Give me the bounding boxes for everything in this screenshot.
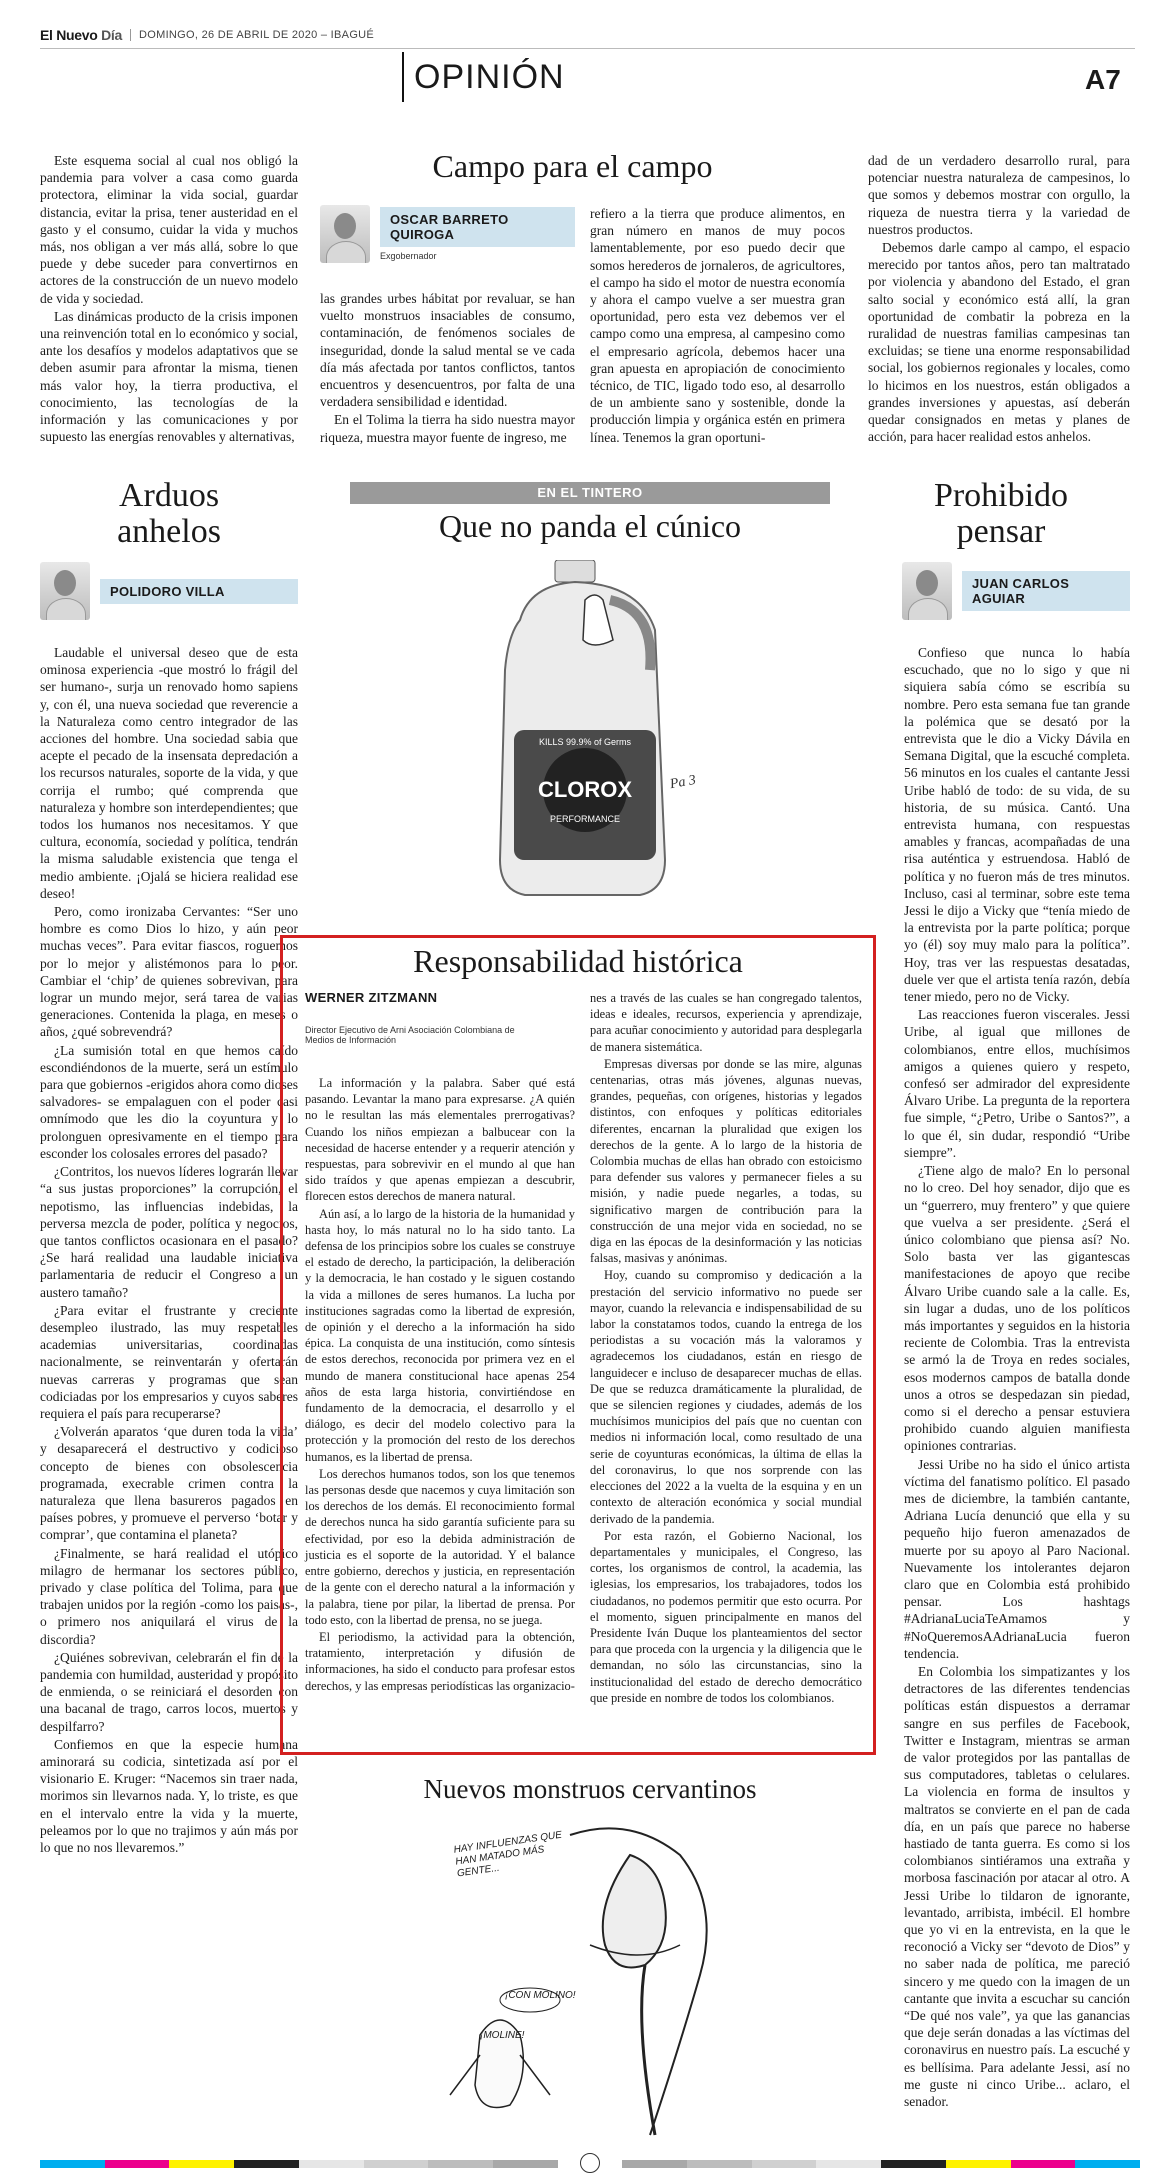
responsabilidad-column-2	[590, 990, 862, 1707]
masthead-rule	[40, 48, 1135, 49]
paragraph: Las reacciones fueron viscerales. Jessi Uribe, al igual que millones de colombianos, entre ellos, muchísimos amigos a quienes quiero y respeto, confesó ser admirador del expresidente Álvaro Uribe. La pregunta de la reportera fue simple, “¿Petro, Uribe o Santos?”, a lo que él, sin dudar, respondió “Uribe siempre”.	[904, 1007, 1130, 1160]
author-role: Exgobernador	[380, 251, 437, 261]
bottle-brand: CLOROX	[537, 777, 633, 802]
speech-bubble: HAY INFLUENZAS QUE HAN MATADO MÁS GENTE...	[453, 1829, 563, 1880]
prohibido-byline	[902, 562, 1130, 620]
paragraph: ¿Tiene algo de malo? En lo personal no lo creo. Del hoy senador, dijo que es un “guerrero, muy frentero” y que quiere que vuelva a ser presidente. ¿Será el único colombiano que piensa así? No. Solo basta ver las gigantescas manifestaciones de apoyo que recibe Álvaro Uribe cuando sale a la calle. Es, sin lugar a dudas, uno de los políticos más importantes y seguidos en la historia reciente de Colombia. Tras la entrevista se armó la de Troya en redes sociales, esos modernos campos de batalla donde unos a otros se despedazan sin piedad, como si el derecho a pensar estuviera prohibido cuando alguien manifiesta opiniones contrarias.	[904, 1163, 1130, 1454]
prohibido-column	[904, 644, 1130, 2111]
paragraph: Este esquema social al cual nos obligó la pandemia para volver a casa como guarda protectora, eliminar la vida social, guardar distancia, evitar la prisa, tener austeridad en el gasto y el consumo, cuidar la vida y muchos más, nos obligan a ver más allá, sobre lo que puede y debe suceder para convertirnos en actores de la construcción de un nuevo modelo de vida y sociedad.	[40, 153, 298, 306]
masthead	[40, 22, 374, 48]
bottle-sub: PERFORMANCE	[549, 814, 621, 824]
headline-line: anhelos	[117, 512, 221, 550]
registration-mark-icon	[580, 2153, 600, 2173]
tintero-headline: Que no panda el cúnico	[438, 508, 742, 544]
campo-column-1	[320, 290, 575, 447]
paragraph: Debemos darle campo al campo, el espacio merecido por tantos años, pero tan maltratado por violencia y abandono del Estado, el gran salto social y económico está allí, la gran oportunidad de combatir la pobreza en la ruralidad de nuestras familias campesinas tan excluidas; se tiene una enorme responsabilidad social, los gobiernos regionales y locales, como lo hicimos en los nuestros, están obligados a grandes inversiones y apuestas, así deberán quedar consignados en metas y planes de acción, para hacer realidad estos anhelos.	[868, 240, 1130, 445]
paragraph: Los derechos humanos todos, son los que tenemos las personas desde que nacemos y cuya limitación son los derechos de los demás. El reconocimiento formal de derechos nunca ha sido garantía suficiente para su efectividad, por eso la debida administración de justicia es el soporte de la autoridad. Y el balance entre gobierno, derechos y justicia, en representación de la gente con el derecho natural a la información y la palabra, tiene por pilar, la libertad de prensa. Por todo esto, con la libertad de prensa, no se juega.	[305, 1466, 575, 1627]
clorox-cartoon	[490, 560, 710, 910]
author-name: POLIDORO VILLA	[100, 579, 298, 604]
paragraph: Por esta razón, el Gobierno Nacional, los departamentales y municipales, el Congreso, las cortes, los organismos de control, la academia, las iglesias, los empresarios, los trabajadores, todos los ciudadanos, no podemos permitir que esto ocurra. Por el momento, siguen principalmente en manos del Presidente Iván Duque los planteamientos del sector para que proceda con la urgencia y la diligencia que le demandan, no sólo las circunstancias, sino la institucionalidad del estado de derecho democrático que preside en nombre de todos los colombianos.	[590, 1528, 862, 1705]
speech-bubble: ¡CON MOLINO!	[505, 1990, 576, 2001]
paragraph: En Colombia los simpatizantes y los detractores de las diferentes tendencias políticas están dispuestos a derramar sangre en sus perfiles de Facebook, Twitter e Instagram, mientras se arman de valor protegidos por las pantallas de sus computadores, tabletas o celulares. La violencia en forma de insultos y maltratos se convierte en el pan de cada día, en un país que parece no haberse hastiado de tanta guerra. Es como si los colombianos sintiéramos una extraña y morbosa fascinación por atacar al otro. A Jessi Uribe lo tildaron de ignorante, levantado, arribista, imbécil. El hombre que yo vi en la entrevista, en la que le reconoció a Vicky ser “devoto de Dios” y no saber nada de política, me pareció sincero y me quedo con la imagen de un cantante que invita a escuchar su canción “De qué nos vale”, ya que las ganancias que deje serán donadas a las víctimas del coronavirus en nuestro país. La escuché y es bellísima. Para adelante Jessi, así no me guste ni cinco Uribe... aclaro, el senador.	[904, 1663, 1130, 2110]
paragraph: La información y la palabra. Saber qué está pasando. Levantar la mano para expresarse. ¿A quién no le resultan las más elementales prerrogativas? Cuando los niños empiezan a balbucear con la necesidad de hacerse entender y a requerir atención y respuestas, para sobrevivir en el mundo al que han sido traídos y que apenas empiezan a descubrir, florecen estos derechos de manera natural.	[305, 1076, 575, 1204]
cervantes-cartoon	[420, 1815, 760, 2145]
campo-byline	[320, 205, 575, 263]
responsabilidad-column-1	[305, 1075, 575, 1695]
responsabilidad-byline	[305, 990, 575, 1045]
paragraph: ¿Quiénes sobrevivan, celebrarán el fin de la pandemia con humildad, austeridad y propósito de enmienda, o se reiniciará el desorden con una bacanal de trago, carros locos, muertos y despilfarro?	[40, 1649, 298, 1734]
paragraph: ¿Volverán aparatos ‘que duren toda la vida’ y desaparecerá el destructivo y codicioso concepto de bienes con obsolescencia programada, execrable crimen contra la naturaleza que llena basureros pagados en países pobres, y promueve el perverso ‘botar y comprar’, que contamina el planeta?	[40, 1424, 298, 1543]
campo-headline: Campo para el campo	[432, 148, 713, 184]
headline-line: pensar	[956, 512, 1046, 550]
speech-bubble: ¡MOLINE!	[480, 2030, 525, 2041]
author-photo	[40, 562, 90, 620]
author-name: OSCAR BARRETO QUIROGA	[380, 207, 575, 247]
paragraph: Pero, como ironizaba Cervantes: “Ser uno hombre es como Dios lo hizo, y aún peor muchas veces”. Para evitar fiascos, roguemos por lo mejor y alistémonos para lo peor. Cambiar el ‘chip’ de quienes sobrevivan, para lograr un mundo mejor, será tarea de varias generaciones. Contenida la plaga, en meses o años, ¿qué sobrevendrá?	[40, 904, 298, 1040]
cartoonist-signature: Pa 3	[668, 772, 698, 793]
paragraph: Confieso que nunca lo había escuchado, que no lo sigo y que ni siquiera sabía cómo se escribía su nombre. Pero esta semana fue tan grande la polémica que se desató por la entrevista que le dio a Vicky Dávila en Semana Digital, que la escuché completa. 56 minutos en los cuales el cantante Jessi Uribe habló de todo: de su vida, de su historia, de su música. Cantó. Una entrevista humana, con respuestas amables y francas, acompañadas de una risa auténtica y estruendosa. Habló de política y no fueron más de tres minutos. Incluso, casi al terminar, sobre este tema Jessi le dijo a Vicky que “tenía miedo de la entrevista por la parte política; porque yo (él) soy muy malo para la política”. Hoy, tras ver las respuestas desatadas, duele ver que el artista tenía razón, debía tener miedo, pero no de Vicky.	[904, 645, 1130, 1005]
newspaper-logo: El Nuevo Día	[40, 27, 122, 43]
paragraph: ¿Finalmente, se hará realidad el utópico milagro de hermanar los sectores público, privado y clase política del Tolima, para que trabajen unidos por la región -como los paisas-, o primero nos aniquilará el virus de la discordia?	[40, 1545, 298, 1647]
paragraph: Las dinámicas producto de la crisis imponen una reinvención total en lo económico y social, ante los desafíos y modelos adaptativos que se deben asumir para afrontar la misma, tienen más valor hoy, la tierra productiva, el conocimiento, las tecnologías de la información y las comunicaciones y por supuesto las energías renovables y alternativas,	[40, 308, 298, 445]
arduos-headline	[40, 478, 298, 549]
headline-line: Arduos	[118, 477, 220, 514]
headline-line: Prohibido	[933, 477, 1069, 514]
campo-column-2	[590, 205, 845, 447]
cartoon-headline: Nuevos monstruos cervantinos	[423, 1774, 757, 1804]
paragraph: Aún así, a lo largo de la historia de la humanidad y hasta hoy, lo más natural no lo ha sido tanto. La defensa de los principios sobre los cuales se construye el estado de derecho, la participación, la deliberación y la democracia, le han costado y le siguen costando la vida a millones de seres humanos. La lucha por instituciones sagradas como la libertad de expresión, de opinión y el derecho a la información ha sido épica. La conquista de una institución, como síntesis de estos derechos, reconocida por primera vez en el mundo de manera constitucional hace apenas 254 años de esta larga historia, convirtiéndose en fundamento de la democracia, el desarrollo y el diálogo, es decir del modelo colectivo para la protección y la promoción del resto de los derechos humanos, es la libertad de prensa.	[305, 1206, 575, 1464]
author-role: Director Ejecutivo de Arni Asociación Colombiana de Medios de Información	[305, 1025, 515, 1045]
author-name: JUAN CARLOS AGUIAR	[962, 571, 1130, 611]
paragraph: En el Tolima la tierra ha sido nuestra mayor riqueza, muestra mayor fuente de ingreso, me	[320, 412, 575, 445]
top-left-column	[40, 152, 298, 446]
bleach-bottle-icon	[490, 560, 710, 910]
paragraph: Hoy, cuando su compromiso y dedicación a la prestación del servicio informativo no puede ser mayor, cuando la relevancia e indispensabilidad de su labor la constatamos todos, cuando la entrega de los periodistas a su vocación más la valoramos y agradecemos los ciudadanos, están en riesgo de languidecer e incluso de desaparecer muchas de ellas. De que se reduzca dramáticamente la pluralidad, de que se silencien regiones y ciudades, además de los muchísimos municipios del país que no cuentan con medios ni información local, como resultado de una serie de coyunturas económicas, la última de ellas la del coronavirus, lo que nos sorprende con las elecciones del 2022 a la vuelta de la esquina y en un contexto de alteración económica y social mundial derivado de la pandemia.	[590, 1268, 862, 1526]
author-name: WERNER ZITZMANN	[305, 990, 438, 1005]
prohibido-headline	[872, 478, 1130, 549]
author-photo	[902, 562, 952, 620]
paragraph: Confiemos en que la especie humana aminorará su codicia, sintetizada así por el visionario E. Kruger: “Nacemos sin traer nada, morimos sin llevarnos nada. Y, lo triste, es que en el intervalo entre la vida y la muerte, peleamos por lo que no trajimos y aún más por lo que no nos llevaremos.”	[40, 1736, 298, 1856]
paragraph: nes a través de las cuales se han congregado talentos, ideas e ideales, recursos, experiencia y aprendizaje, para acuñar conocimiento y autoridad para desplegarla de manera sistemática.	[590, 991, 862, 1054]
campo-column-3	[868, 152, 1130, 446]
paragraph: El periodismo, la actividad para la obtención, tratamiento, interpretación y difusión de informaciones, ha sido el conducto para profesar estos derechos, y las empresas periodísticas las organizacio-	[305, 1629, 575, 1693]
page-number: A7	[1085, 64, 1121, 95]
paragraph: dad de un verdadero desarrollo rural, para potenciar nuestra naturaleza de campesinos, lo que somos y debemos mostrar con orgullo, la riqueza de nuestra tierra y la variedad de nuestros productos.	[868, 153, 1130, 237]
section-title: OPINIÓN	[402, 52, 565, 102]
paragraph: Empresas diversas por donde se las mire, algunas centenarias, otras más jóvenes, algunas nuevas, grandes, pequeñas, con orígenes, historias y legados distintos, con enfoques y políticas editoriales diferentes, encarnan la pluralidad que exigen los derechos de la gente. A lo largo de la historia de Colombia muchas de ellas han obrado con estoicismo para defender sus valores y permanecer fieles a su misión, y nadie puede negarles, a todas, su significativo margen de contribución para la construcción de una mejor vida en sociedad, no se diga en las épocas de la desinformación y las noticias falsas, masivas y anónimas.	[590, 1056, 862, 1266]
paragraph: Jessi Uribe no ha sido el único artista víctima del fanatismo político. El pasado mes de diciembre, la también cantante, Adriana Lucía denunció que ella y su pequeño hijo fueron amenazados de muerte por su apoyo al Paro Nacional. Nuevamente los intolerantes dejaron claro que en Colombia está prohibido pensar. Los hashtags #AdrianaLuciaTeAmamos y #NoQueremosAAdrianaLucia fueron tendencia.	[904, 1456, 1130, 1661]
paragraph: refiero a la tierra que produce alimentos, en gran número en manos de muy pocos lamentablemente, por eso puedo decir que somos herederos de jornaleros, de agricultores, el campo ha sido el motor de nuestra economía y ahora el campo vuelve a ser muestra gran oportunidad, pero esta vez debemos ver el campo como una empresa, al campesino como el empresario agrícola, debemos hacer una gran apuesta en apropiación de conocimiento técnico, de TIC, ligado todo eso, al desarrollo de un ambiente sano y sostenible, donde la producción limpia y orgánica estén en primera línea. Tenemos la gran oportuni-	[590, 206, 845, 445]
paragraph: ¿Para evitar el frustrante y creciente desempleo ilustrado, las muy respetables academias universitarias, coordinadas nacionalmente, se reinventarán y ofertarán nuevas carreras y programas que sean codiciadas por los empresarios y cuyos saberes requiera el país para recuperarse?	[40, 1302, 298, 1421]
paragraph: las grandes urbes hábitat por revaluar, se han vuelto monstruos insaciables de consumo, contaminación, de fenómenos sociales de inseguridad, donde la salud mental se ve cada día más afectada por tantos conflictos, tantos encuentros y desencuentros, por falta de una verdadera sensibilidad e identidad.	[320, 291, 575, 410]
arduos-byline	[40, 562, 298, 620]
arduos-column	[40, 644, 298, 1857]
responsabilidad-headline: Responsabilidad histórica	[413, 943, 743, 979]
dateline: DOMINGO, 26 DE ABRIL DE 2020 – IBAGUÉ	[130, 29, 374, 41]
paragraph: Laudable el universal deseo que de esta ominosa experiencia -que mostró lo frágil del ser humano-, surja un renovado homo sapiens y, con él, una nueva sociedad que reverencie a la Naturaleza como centro integrador de las acciones del hombre. Una sociedad sabia que acepte el pecado de la insensata depredación a los recursos naturales, soporte de la vida, y que corrija el rumbo; qué comprenda que naturaleza y hombre son interdependientes; que todos los humanos nos necesitamos. Y que cultura, economía, sociedad y política, tendrán la misma saludable existencia que tenga el medio ambiente. ¡Ojalá se hiciera realidad ese deseo!	[40, 645, 298, 901]
bottle-kills: KILLS 99.9% of Germs	[538, 737, 632, 747]
paragraph: ¿La sumisión total en que hemos caído escondiéndonos de la muerte, será un estímulo para que gobiernos -erigidos ahora como dioses salvadores- se empalaguen con el poder casi omnímodo que les dio la coyuntura y lo prolonguen opresivamente en el tiempo para esconder los colosales errores del pasado?	[40, 1042, 298, 1161]
tintero-label: EN EL TINTERO	[350, 482, 830, 504]
paragraph: ¿Contritos, los nuevos líderes lograrán llevar “a sus justas proporciones” la corrupción, el nepotismo, las influencias indebidas, la perversa mezcla de poder, política y negocios, que tantos conflictos ocasionara en el pasado? ¿Se hará realidad una laudable iniciativa parlamentaria de reducir el Congreso a un austero tamaño?	[40, 1164, 298, 1300]
author-photo	[320, 205, 370, 263]
